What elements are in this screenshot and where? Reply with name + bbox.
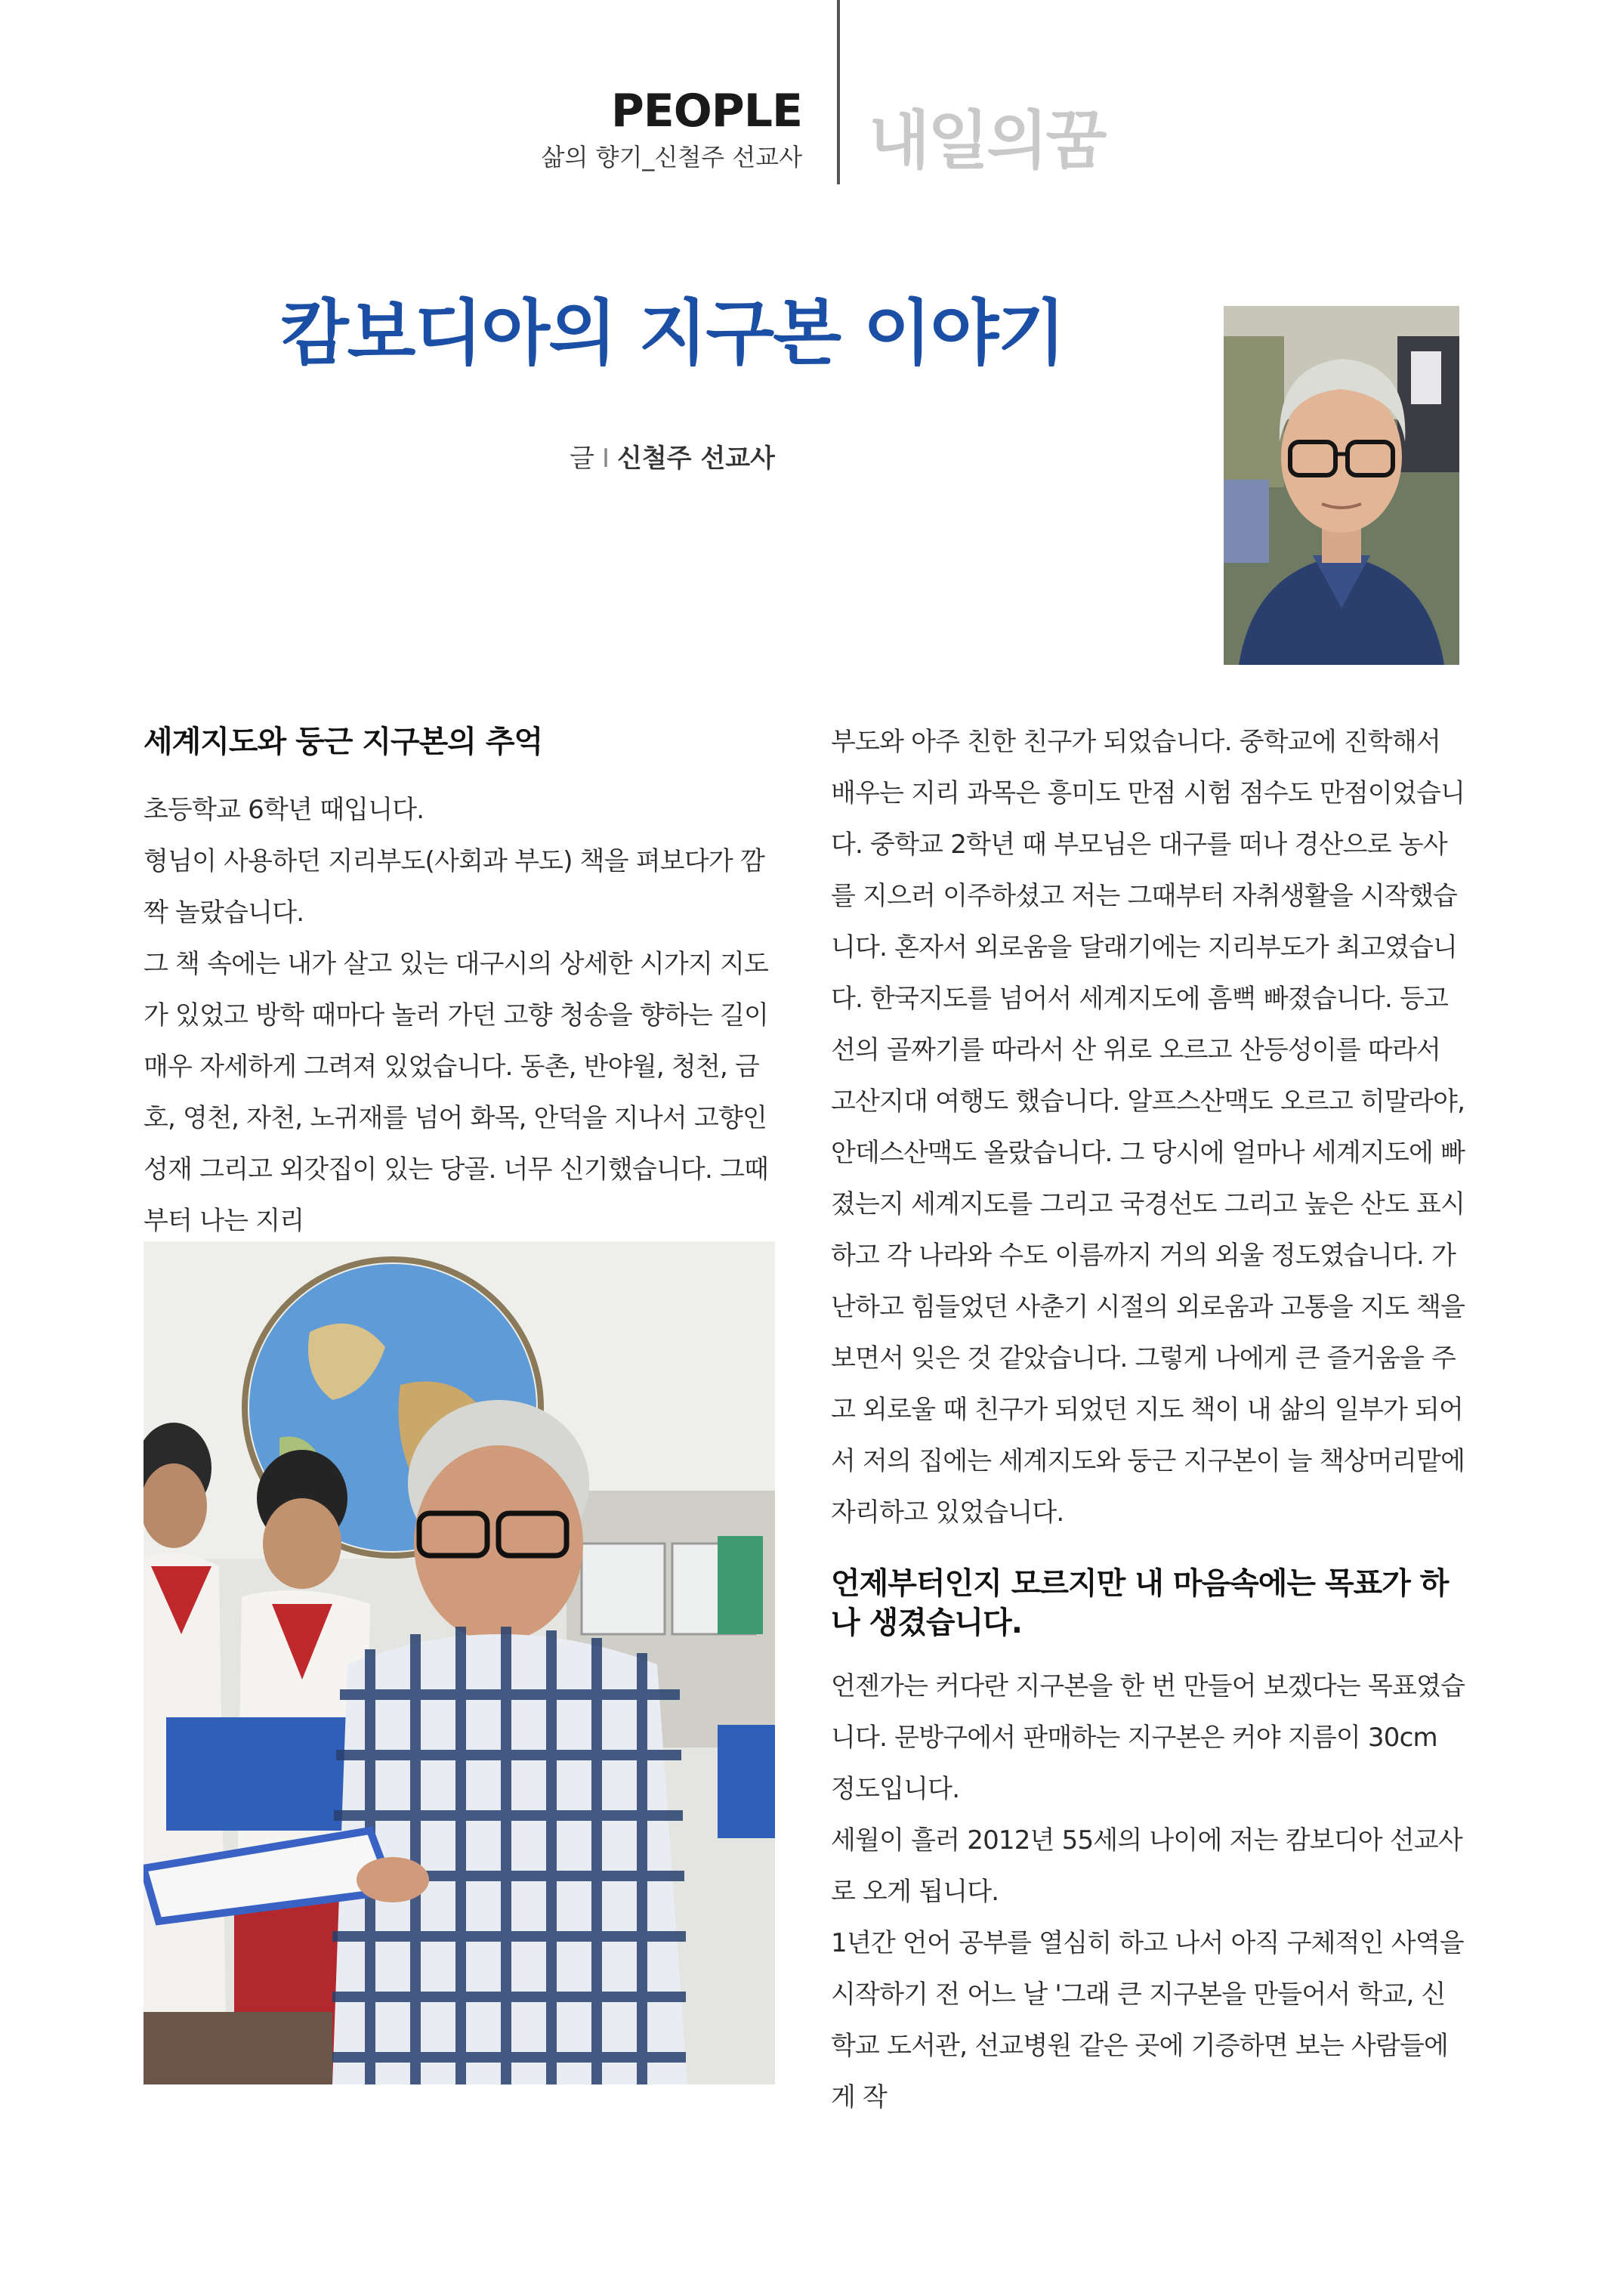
paragraph: 세월이 흘러 2012년 55세의 나이에 저는 캄보디아 선교사로 오게 됩니다. [831, 1825, 1462, 1907]
right-column-text [831, 716, 1467, 1538]
byline-prefix: 글 [570, 443, 594, 474]
header-divider [837, 0, 840, 184]
author-portrait-photo [1224, 306, 1459, 665]
byline-author: 신철주 선교사 [616, 443, 775, 474]
paragraph: 초등학교 6학년 때입니다. [144, 795, 425, 825]
magazine-logo: 내일의꿈 [869, 104, 1105, 178]
section1-heading: 세계지도와 둥근 지구본의 추억 [144, 725, 543, 759]
left-column-text [144, 784, 778, 1247]
paragraph: 언젠가는 커다란 지구본을 한 번 만들어 보겠다는 목표였습니다. 문방구에서 판매하는 지구본은 커야 지름이 30cm 정도입니다. [831, 1671, 1465, 1804]
paragraph: 1년간 언어 공부를 열심히 하고 나서 아직 구체적인 사역을 시작하기 전 어느 날 '그래 큰 지구본을 만들어서 학교, 신학교 도서관, 선교병원 같은 곳에 기증하면 보는 사람들에게 작 [831, 1928, 1464, 2112]
paragraph: 형님이 사용하던 지리부도(사회과 부도) 책을 펴보다가 깜짝 놀랐습니다. [144, 846, 764, 928]
section-label: PEOPLE [610, 85, 802, 138]
paragraph: 부도와 아주 친한 친구가 되었습니다. 중학교에 진학해서 배우는 지리 과목은 흥미도 만점 시험 점수도 만점이었습니다. 중학교 2학년 때 부모님은 대구를 떠나 경산으로 농사를 지으러 이주하셨고 저는 그때부터 자취생활을 시작했습니다. 혼자서 외로움을 달래기에는 지리부도가 최고였습니다. 한국지도를 넘어서 세계지도에 흠뻑 빠졌습니다. 등고선의 골짜기를 따라서 산 위로 오르고 산등성이를 따라서 고산지대 여행도 했습니다. 알프스산맥도 오르고 히말라야, 안데스산맥도 올랐습니다. 그 당시에 얼마나 세계지도에 빠졌는지 세계지도를 그리고 국경선도 그리고 높은 산도 표시하고 각 나라와 수도 이름까지 거의 외울 정도였습니다. 가난하고 힘들었던 사춘기 시절의 외로움과 고통을 지도 책을 보면서 잊은 것 같았습니다. 그렇게 나에게 큰 즐거움을 주고 외로울 때 친구가 되었던 지도 책이 내 삶의 일부가 되어서 저의 집에는 세계지도와 둥근 지구본이 늘 책상머리맡에 자리하고 있었습니다. [831, 727, 1465, 1528]
paragraph: 그 책 속에는 내가 살고 있는 대구시의 상세한 시가지 지도가 있었고 방학 때마다 놀러 가던 고향 청송을 향하는 길이 매우 자세하게 그려져 있었습니다. 동촌, 반야월, 청천, 금호, 영천, 자천, 노귀재를 넘어 화목, 안덕을 지나서 고향인 성재 그리고 외갓집이 있는 당골. 너무 신기했습니다. 그때부터 나는 지리 [144, 949, 769, 1236]
section-subtitle: 삶의 향기_신철주 선교사 [541, 143, 802, 172]
byline [529, 442, 816, 475]
portrait-illustration [1224, 306, 1459, 665]
right-column-lower-text [831, 1661, 1467, 2123]
byline-separator: I [601, 443, 610, 474]
article-title: 캄보디아의 지구본 이야기 [279, 292, 1065, 375]
section2-heading: 언제부터인지 모르지만 내 마음속에는 목표가 하나 생겼습니다. [831, 1566, 1449, 1640]
classroom-illustration [144, 1241, 775, 2084]
classroom-photo [144, 1241, 775, 2084]
